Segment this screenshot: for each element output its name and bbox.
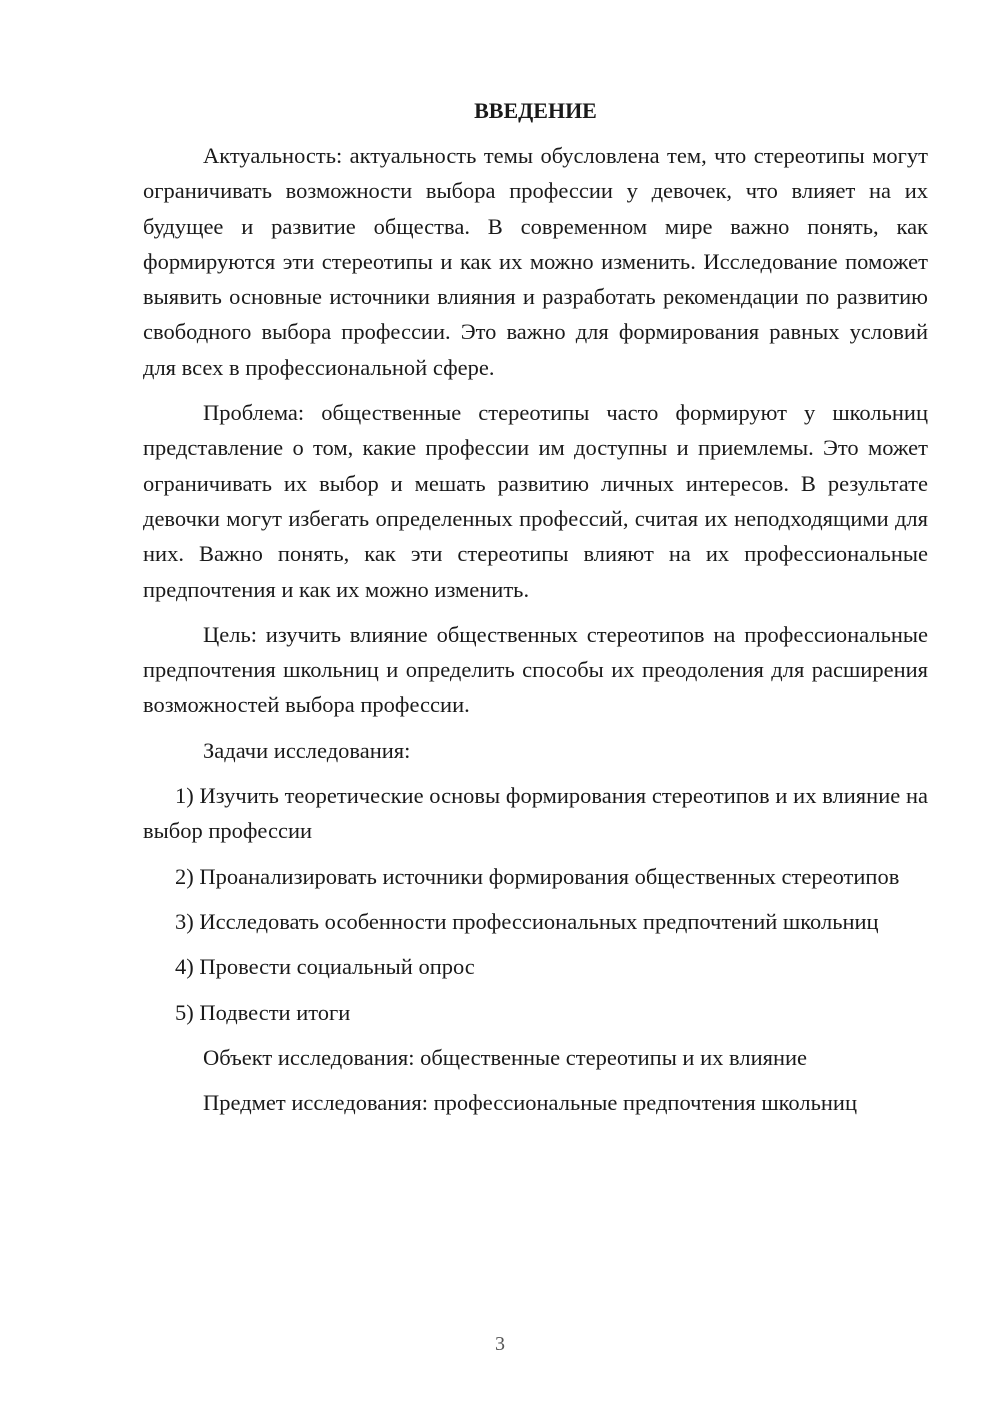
research-subject: Предмет исследования: профессиональные предпочтения школьниц [203,1090,857,1116]
section-title: ВВЕДЕНИЕ [474,98,597,123]
tasks-heading: Задачи исследования: [203,737,411,763]
problem-paragraph: Проблема: общественные стереотипы часто формируют у школьниц представление о том, какие профессии им доступны и приемлемы. Это может ограничивать их выбор и мешать развитию личных интересов. В результате девочки могут избегать определенных профессий, считая их неподходящими для них. Важно понять, как эти стереотипы влияют на их профессиональные предпочтения и как их можно изменить. [143,400,928,602]
task-item-3: 3) Исследовать особенности профессиональных предпочтений школьниц [175,908,879,934]
relevance-paragraph: Актуальность: актуальность темы обусловлена тем, что стереотипы могут ограничивать возможности выбора профессии у девочек, что влияет на их будущее и развитие общества. В современном мире важно понять, как формируются эти стереотипы и как их можно изменить. Исследование поможет выявить основные источники влияния и разработать рекомендации по развитию свободного выбора профессии. Это важно для формирования равных условий для всех в профессиональной сфере. [143,143,928,380]
page-content [143,94,928,1130]
task-item-4: 4) Провести социальный опрос [175,954,475,980]
research-object: Объект исследования: общественные стереотипы и их влияние [203,1044,808,1070]
goal-paragraph: Цель: изучить влияние общественных стереотипов на профессиональные предпочтения школьниц и определить способы их преодоления для расширения возможностей выбора профессии. [143,621,928,718]
page-number: 3 [495,1333,505,1355]
task-item-5: 5) Подвести итоги [175,999,351,1025]
task-item-2: 2) Проанализировать источники формирования общественных стереотипов [175,863,900,889]
task-item-1: 1) Изучить теоретические основы формирования стереотипов и их влияние на выбор профессии [143,783,928,844]
